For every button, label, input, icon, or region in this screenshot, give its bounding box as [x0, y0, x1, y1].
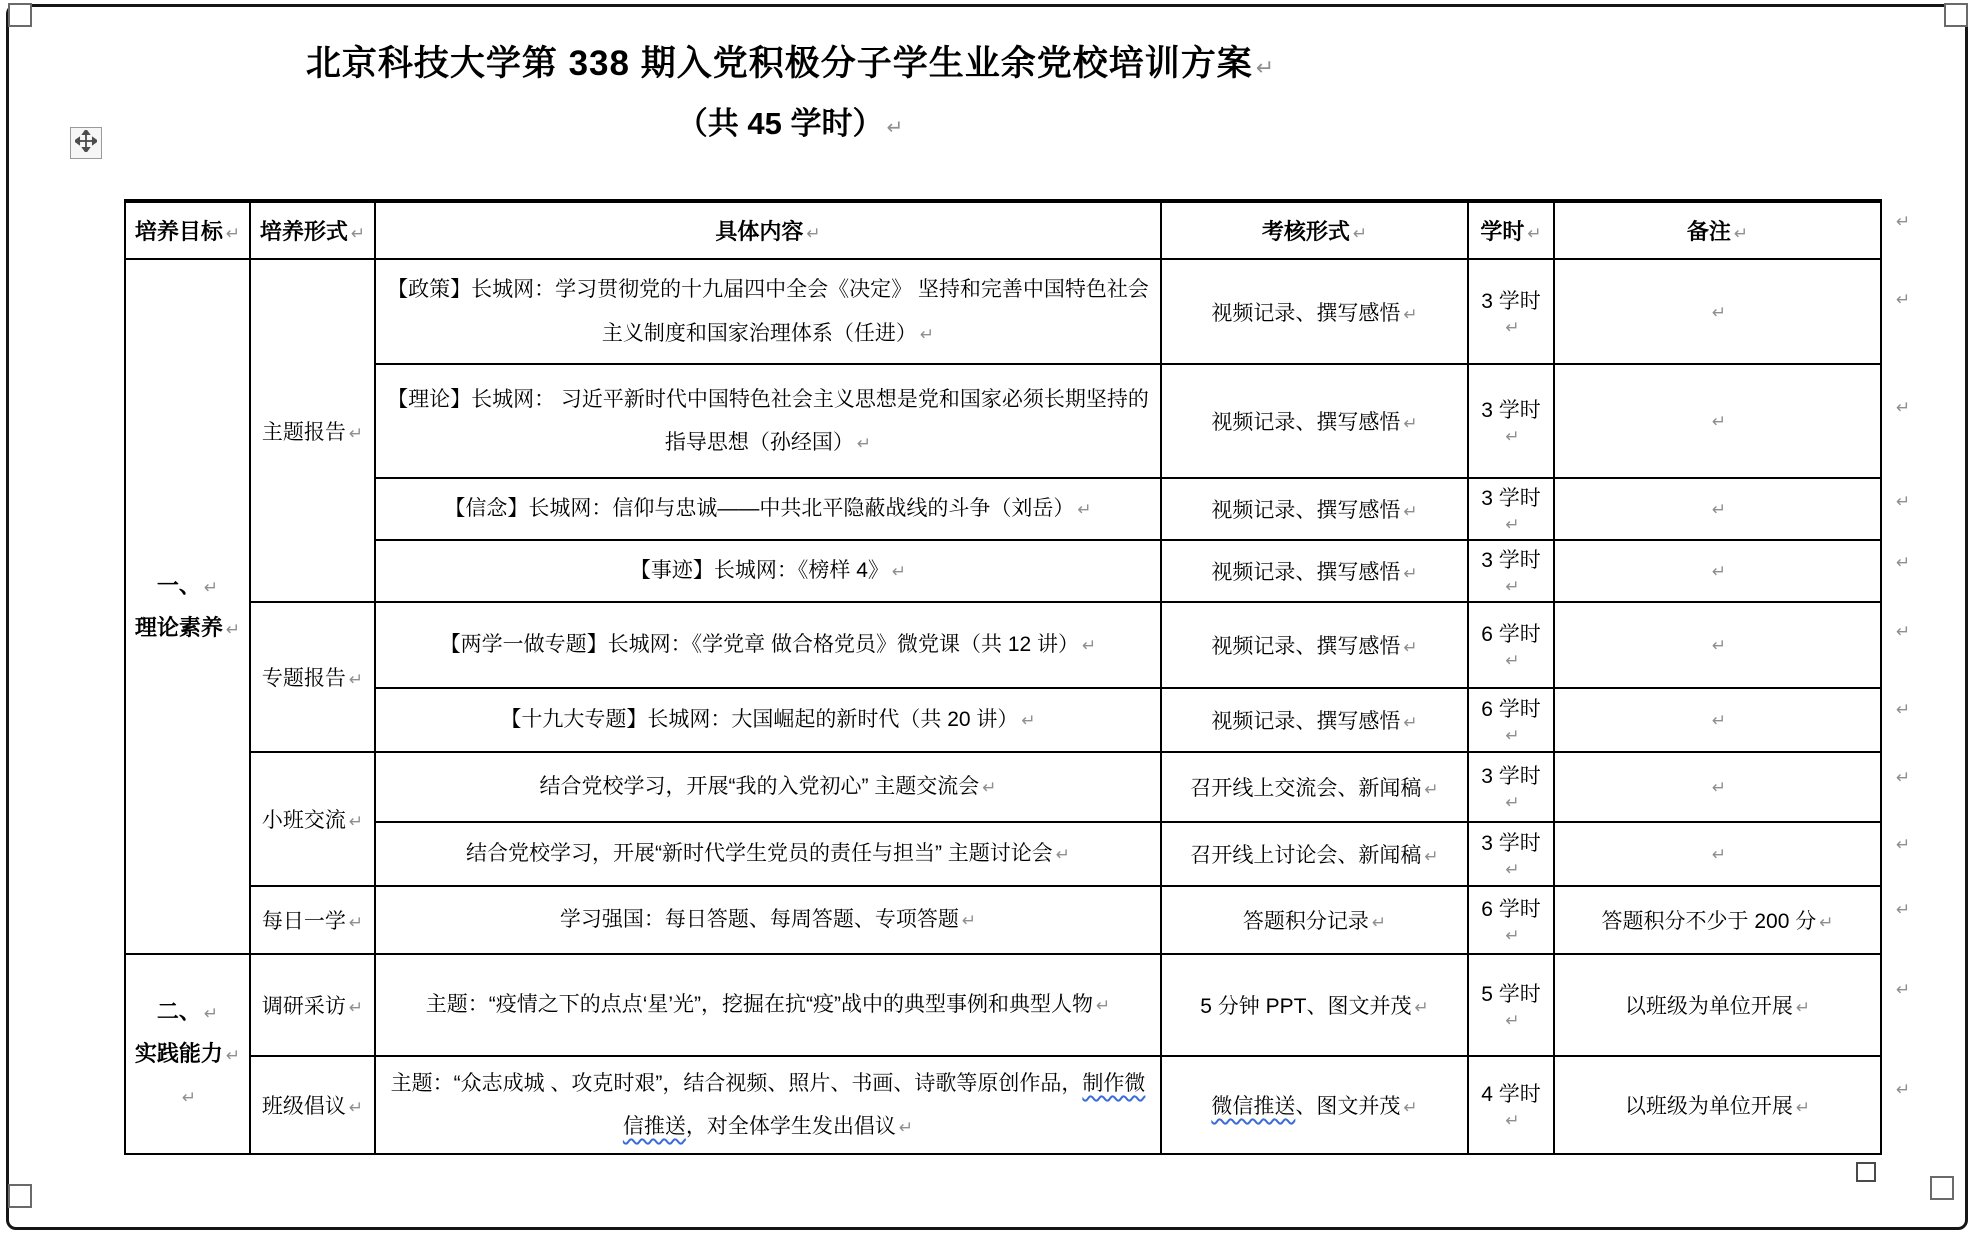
row-end-mark: ↵ [1896, 290, 1911, 310]
header-remark: 备注 ↵ [1554, 201, 1881, 259]
assessment-cell: 答题积分记录 ↵ [1161, 886, 1468, 954]
linebreak-mark: ↵ [348, 812, 364, 832]
linebreak-mark: ↵ [1711, 302, 1727, 323]
linebreak-mark: ↵ [1711, 412, 1727, 432]
hours-cell: 6 学时↵ [1468, 688, 1554, 752]
remark-cell [1554, 752, 1881, 822]
linebreak-mark: ↵ [1055, 845, 1071, 866]
training-plan-table [124, 199, 1882, 1155]
content-cell: 结合党校学习，开展“我的入党初心” 主题交流会 ↵ [375, 752, 1161, 822]
linebreak-mark: ↵ [1403, 1098, 1418, 1118]
linebreak-mark: ↵ [1711, 562, 1727, 582]
linebreak-mark: ↵ [348, 998, 364, 1018]
linebreak-mark: ↵ [1021, 711, 1036, 732]
hours-cell: 3 学时↵ [1468, 478, 1554, 540]
remark-cell: 以班级为单位开展 ↵ [1554, 1056, 1881, 1154]
linebreak-mark: ↵ [961, 911, 977, 932]
row-end-mark: ↵ [1896, 553, 1911, 573]
linebreak-mark: ↵ [348, 1098, 364, 1118]
table-move-handle[interactable] [70, 127, 102, 159]
remark-cell [1554, 478, 1881, 540]
content-cell: 主题：“众志成城 、攻克时艰”，结合视频、照片、书画、诗歌等原创作品，制作微信推送，对全体学生发出倡议 ↵ [375, 1056, 1161, 1154]
remark-cell [1554, 822, 1881, 886]
spellcheck-underline: 制作微信推送 [622, 1071, 1146, 1138]
header-goal: 培养目标 ↵ [125, 201, 250, 259]
remark-cell [1554, 540, 1881, 602]
assessment-cell: 视频记录、撰写感悟 ↵ [1161, 540, 1468, 602]
linebreak-mark: ↵ [1527, 224, 1542, 244]
page-corner-mark-bottom-left [8, 1184, 32, 1208]
header-form: 培养形式 ↵ [250, 201, 375, 259]
move-cross-icon [75, 130, 97, 157]
row-end-mark: ↵ [1896, 398, 1911, 418]
form-cell-small-class: 小班交流 ↵ [250, 752, 375, 886]
linebreak-mark: ↵ [203, 577, 219, 598]
form-cell-special-report: 专题报告 ↵ [250, 602, 375, 752]
goal-cell-practice: 二、 ↵ 实践能力 ↵ ↵ [125, 954, 250, 1154]
linebreak-mark: ↵ [1505, 1011, 1520, 1031]
document-title: 北京科技大学第 338 期入党积极分子学生业余党校培训方案 [305, 44, 1253, 83]
form-cell-daily-study: 每日一学 ↵ [250, 886, 375, 954]
table-resize-handle[interactable] [1856, 1162, 1876, 1182]
assessment-cell: 召开线上交流会、新闻稿 ↵ [1161, 752, 1468, 822]
linebreak-mark: ↵ [1403, 502, 1418, 522]
remark-cell [1554, 259, 1881, 364]
assessment-cell: 视频记录、撰写感悟 ↵ [1161, 602, 1468, 688]
content-cell: 【信念】长城网：信仰与忠诚——中共北平隐蔽战线的斗争（刘岳） ↵ [375, 478, 1161, 540]
assessment-cell: 视频记录、撰写感悟 ↵ [1161, 364, 1468, 478]
linebreak-mark: ↵ [203, 1004, 219, 1025]
row-end-mark: ↵ [1896, 700, 1911, 720]
header-assessment: 考核形式 ↵ [1161, 201, 1468, 259]
linebreak-mark: ↵ [1505, 427, 1520, 447]
linebreak-mark: ↵ [1711, 636, 1727, 656]
table-row [125, 822, 1881, 886]
table-row [125, 364, 1881, 478]
remark-cell [1554, 364, 1881, 478]
page-corner-mark-top-right [1944, 3, 1968, 27]
linebreak-mark: ↵ [348, 670, 364, 690]
linebreak-mark: ↵ [1795, 1098, 1811, 1118]
table-row [125, 259, 1881, 364]
linebreak-mark: ↵ [1505, 860, 1520, 880]
linebreak-mark: ↵ [1505, 317, 1520, 338]
table-row [125, 886, 1881, 954]
linebreak-mark: ↵ [1505, 577, 1520, 597]
linebreak-mark: ↵ [1403, 638, 1418, 658]
linebreak-mark: ↵ [350, 224, 366, 244]
linebreak-mark: ↵ [1371, 913, 1387, 933]
table-row [125, 602, 1881, 688]
linebreak-mark: ↵ [1505, 793, 1520, 813]
header-hours: 学时 ↵ [1468, 201, 1554, 259]
row-end-mark: ↵ [1896, 900, 1911, 920]
linebreak-mark: ↵ [1077, 500, 1092, 521]
row-end-mark: ↵ [1896, 212, 1911, 232]
hours-cell: 5 学时↵ [1468, 954, 1554, 1056]
linebreak-mark: ↵ [348, 913, 364, 933]
content-cell: 学习强国：每日答题、每周答题、专项答题 ↵ [375, 886, 1161, 954]
linebreak-mark: ↵ [919, 324, 935, 345]
table-row [125, 688, 1881, 752]
linebreak-mark: ↵ [1403, 414, 1418, 434]
goal-cell-theory: 一、 ↵ 理论素养 ↵ [125, 259, 250, 954]
assessment-cell: 视频记录、撰写感悟 ↵ [1161, 688, 1468, 752]
hours-cell: 4 学时↵ [1468, 1056, 1554, 1154]
linebreak-mark: ↵ [1711, 711, 1727, 731]
assessment-cell: 召开线上讨论会、新闻稿 ↵ [1161, 822, 1468, 886]
page-corner-mark-top-left [8, 3, 32, 27]
hours-cell: 3 学时↵ [1468, 822, 1554, 886]
linebreak-mark: ↵ [1403, 304, 1418, 325]
linebreak-mark: ↵ [1403, 713, 1418, 733]
header-row [125, 201, 1881, 259]
document-subtitle-line [20, 98, 1560, 143]
linebreak-mark: ↵ [1505, 651, 1520, 671]
linebreak-mark: ↵ [886, 115, 904, 139]
linebreak-mark: ↵ [1505, 726, 1520, 746]
table-row [125, 1056, 1881, 1154]
linebreak-mark: ↵ [1505, 926, 1520, 946]
linebreak-mark: ↵ [1711, 500, 1727, 520]
assessment-cell: 微信推送、图文并茂 ↵ [1161, 1056, 1468, 1154]
row-end-mark: ↵ [1896, 1080, 1911, 1100]
linebreak-mark: ↵ [225, 224, 241, 244]
spellcheck-underline: 微信推送 [1211, 1095, 1296, 1118]
assessment-cell: 视频记录、撰写感悟 ↵ [1161, 478, 1468, 540]
content-cell: 【理论】长城网： 习近平新时代中国特色社会主义思想是党和国家必须长期坚持的指导思想（孙经国） ↵ [375, 364, 1161, 478]
hours-cell: 3 学时↵ [1468, 540, 1554, 602]
linebreak-mark: ↵ [1711, 845, 1727, 865]
content-cell: 【事迹】长城网：《榜样 4》 ↵ [375, 540, 1161, 602]
linebreak-mark: ↵ [181, 1087, 197, 1108]
remark-cell: 答题积分不少于 200 分 ↵ [1554, 886, 1881, 954]
hours-cell: 6 学时↵ [1468, 602, 1554, 688]
row-end-mark: ↵ [1896, 492, 1911, 512]
hours-cell: 3 学时↵ [1468, 752, 1554, 822]
linebreak-mark: ↵ [1082, 636, 1097, 657]
content-cell: 结合党校学习，开展“新时代学生党员的责任与担当” 主题讨论会 ↵ [375, 822, 1161, 886]
linebreak-mark: ↵ [891, 562, 907, 583]
document-subtitle: （共 45 学时） [676, 106, 884, 141]
linebreak-mark: ↵ [1424, 847, 1439, 867]
linebreak-mark: ↵ [1505, 1111, 1520, 1131]
form-cell-theme-report: 主题报告 ↵ [250, 259, 375, 602]
hours-cell: 6 学时↵ [1468, 886, 1554, 954]
form-cell-class-initiative: 班级倡议 ↵ [250, 1056, 375, 1154]
table-row [125, 540, 1881, 602]
linebreak-mark: ↵ [225, 619, 241, 640]
linebreak-mark: ↵ [1352, 224, 1368, 244]
row-end-mark: ↵ [1896, 980, 1911, 1000]
header-content: 具体内容 ↵ [375, 201, 1161, 259]
linebreak-mark: ↵ [1096, 996, 1111, 1017]
hours-cell: 3 学时↵ [1468, 259, 1554, 364]
linebreak-mark: ↵ [1255, 56, 1275, 81]
linebreak-mark: ↵ [1403, 564, 1418, 584]
linebreak-mark: ↵ [1505, 515, 1520, 535]
linebreak-mark: ↵ [1424, 780, 1439, 800]
table-row [125, 752, 1881, 822]
row-end-mark: ↵ [1896, 835, 1911, 855]
table-row [125, 478, 1881, 540]
linebreak-mark: ↵ [348, 423, 364, 444]
row-end-mark: ↵ [1896, 622, 1911, 642]
remark-cell: 以班级为单位开展 ↵ [1554, 954, 1881, 1056]
linebreak-mark: ↵ [225, 1046, 241, 1067]
content-cell: 【两学一做专题】长城网：《学党章 做合格党员》微党课（共 12 讲） ↵ [375, 602, 1161, 688]
linebreak-mark: ↵ [898, 1118, 914, 1138]
linebreak-mark: ↵ [1795, 998, 1811, 1018]
assessment-cell: 视频记录、撰写感悟 ↵ [1161, 259, 1468, 364]
content-cell: 【十九大专题】长城网：大国崛起的新时代（共 20 讲） ↵ [375, 688, 1161, 752]
linebreak-mark: ↵ [982, 778, 997, 799]
remark-cell [1554, 688, 1881, 752]
linebreak-mark: ↵ [1733, 224, 1749, 244]
content-cell: 【政策】长城网：学习贯彻党的十九届四中全会《决定》 坚持和完善中国特色社会主义制度和国家治理体系（任进） ↵ [375, 259, 1161, 364]
table-row [125, 954, 1881, 1056]
linebreak-mark: ↵ [1414, 998, 1429, 1018]
remark-cell [1554, 602, 1881, 688]
assessment-cell: 5 分钟 PPT、图文并茂 ↵ [1161, 954, 1468, 1056]
row-end-mark: ↵ [1896, 768, 1911, 788]
content-cell: 主题：“疫情之下的点点‘星’光”，挖掘在抗“疫”战中的典型事例和典型人物 ↵ [375, 954, 1161, 1056]
linebreak-mark: ↵ [856, 434, 872, 454]
form-cell-research-interview: 调研采访 ↵ [250, 954, 375, 1056]
hours-cell: 3 学时↵ [1468, 364, 1554, 478]
linebreak-mark: ↵ [1819, 913, 1834, 933]
linebreak-mark: ↵ [806, 224, 821, 244]
page-corner-mark-bottom-right [1930, 1176, 1954, 1200]
linebreak-mark: ↵ [1711, 778, 1727, 798]
document-title-line [20, 36, 1560, 86]
